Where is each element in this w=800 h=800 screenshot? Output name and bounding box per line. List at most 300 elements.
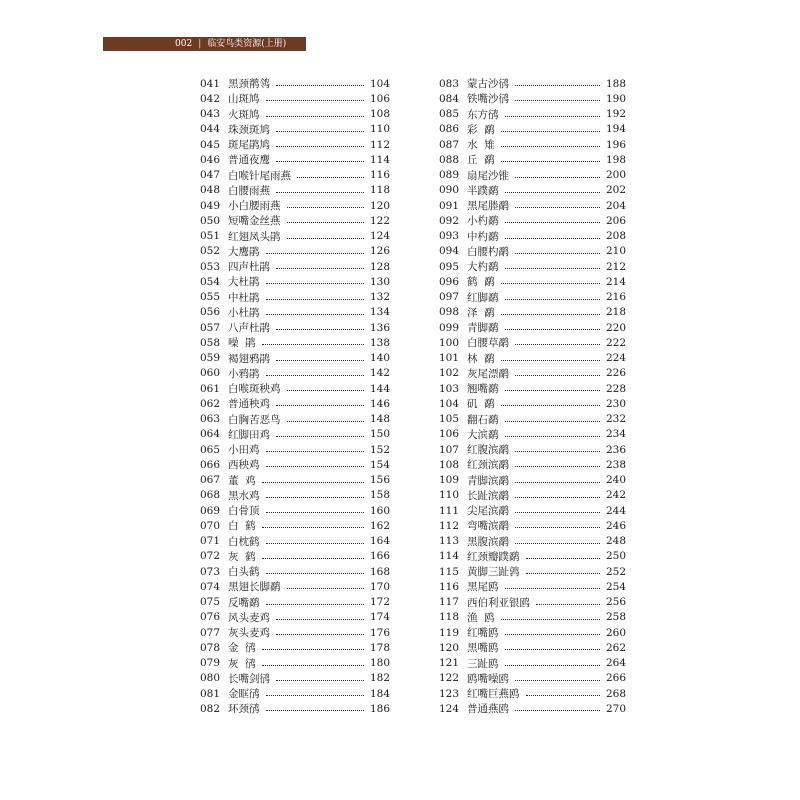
- entry-species-name: 珠颈斑鸠: [228, 123, 270, 136]
- entry-species-name: 黄脚三趾鹑: [467, 566, 520, 579]
- entry-number: 112: [439, 519, 460, 532]
- toc-entry[interactable]: [200, 91, 390, 106]
- entry-page-number: 106: [369, 92, 390, 105]
- dot-leader: [276, 160, 364, 162]
- toc-entry[interactable]: [439, 351, 626, 366]
- entry-page-number: 228: [605, 382, 626, 395]
- dot-leader: [266, 572, 364, 574]
- entry-species-name: 扇尾沙锥: [467, 169, 509, 182]
- entry-page-number: 108: [369, 108, 390, 121]
- toc-entry[interactable]: [439, 168, 626, 183]
- entry-page-number: 156: [369, 474, 390, 487]
- entry-species-name: 中杓鹬: [467, 230, 499, 243]
- toc-entry[interactable]: [439, 640, 626, 655]
- toc-entry[interactable]: [439, 244, 626, 259]
- entry-species-name: 短嘴金丝燕: [228, 215, 281, 228]
- dot-leader: [266, 313, 364, 315]
- toc-entry[interactable]: [200, 183, 390, 198]
- dot-leader: [505, 191, 600, 193]
- toc-entry[interactable]: [200, 381, 390, 396]
- entry-page-number: 194: [605, 123, 626, 136]
- entry-number: 105: [439, 413, 460, 426]
- toc-entry[interactable]: [200, 427, 390, 442]
- entry-page-number: 118: [369, 184, 390, 197]
- entry-page-number: 148: [369, 413, 390, 426]
- toc-entry[interactable]: [200, 366, 390, 381]
- entry-number: 087: [439, 138, 460, 151]
- entry-number: 117: [439, 596, 460, 609]
- dot-leader: [501, 404, 600, 406]
- entry-page-number: 216: [605, 291, 626, 304]
- entry-number: 078: [200, 641, 221, 654]
- entry-page-number: 182: [369, 672, 390, 685]
- entry-number: 088: [439, 153, 460, 166]
- toc-entry[interactable]: [200, 122, 390, 137]
- entry-page-number: 236: [605, 443, 626, 456]
- toc-entry[interactable]: [439, 381, 626, 396]
- toc-entry[interactable]: [439, 518, 626, 533]
- entry-page-number: 138: [369, 336, 390, 349]
- entry-page-number: 248: [605, 535, 626, 548]
- header-separator: |: [198, 39, 202, 49]
- entry-number: 064: [200, 428, 221, 441]
- entry-page-number: 180: [369, 657, 390, 670]
- toc-entry[interactable]: [439, 320, 626, 335]
- toc-entry[interactable]: [200, 442, 390, 457]
- entry-page-number: 210: [605, 245, 626, 258]
- entry-page-number: 126: [369, 245, 390, 258]
- toc-entry[interactable]: [439, 198, 626, 213]
- entry-page-number: 146: [369, 397, 390, 410]
- toc-entry[interactable]: [200, 671, 390, 686]
- toc-column-left: [200, 76, 390, 717]
- toc-entry[interactable]: [439, 107, 626, 122]
- dot-leader: [287, 389, 364, 391]
- dot-leader: [505, 664, 600, 666]
- entry-species-name: 林 鹬: [467, 352, 495, 365]
- toc-entry[interactable]: [200, 564, 390, 579]
- toc-entry[interactable]: [439, 457, 626, 472]
- toc-entry[interactable]: [200, 198, 390, 213]
- entry-species-name: 董 鸡: [228, 474, 256, 487]
- entry-number: 101: [439, 352, 460, 365]
- dot-leader: [515, 526, 600, 528]
- toc-entry[interactable]: [439, 503, 626, 518]
- dot-leader: [287, 206, 364, 208]
- entry-species-name: 翘嘴鹬: [467, 383, 499, 396]
- toc-entry[interactable]: [200, 457, 390, 472]
- entry-page-number: 184: [369, 687, 390, 700]
- entry-number: 074: [200, 580, 221, 593]
- entry-species-name: 小白腰雨燕: [228, 200, 281, 213]
- dot-leader: [505, 648, 600, 650]
- entry-page-number: 174: [369, 611, 390, 624]
- dot-leader: [262, 481, 364, 483]
- toc-entry[interactable]: [439, 488, 626, 503]
- entry-number: 048: [200, 184, 221, 197]
- dot-leader: [262, 343, 364, 345]
- dot-leader: [526, 557, 600, 559]
- toc-entry[interactable]: [200, 259, 390, 274]
- dot-leader: [287, 420, 364, 422]
- entry-number: 115: [439, 565, 460, 578]
- entry-page-number: 222: [605, 336, 626, 349]
- entry-number: 062: [200, 397, 221, 410]
- entry-species-name: 白胸苦恶鸟: [228, 413, 281, 426]
- toc-entry[interactable]: [439, 686, 626, 701]
- toc-entry[interactable]: [200, 518, 390, 533]
- entry-number: 042: [200, 92, 221, 105]
- entry-species-name: 红腹滨鹬: [467, 444, 509, 457]
- entry-page-number: 110: [369, 123, 390, 136]
- toc-entry[interactable]: [439, 564, 626, 579]
- entry-page-number: 258: [605, 611, 626, 624]
- dot-leader: [505, 115, 600, 117]
- entry-species-name: 大滨鹬: [467, 428, 499, 441]
- dot-leader: [505, 328, 600, 330]
- toc-entry[interactable]: [439, 183, 626, 198]
- entry-number: 099: [439, 321, 460, 334]
- entry-species-name: 反嘴鹬: [228, 596, 260, 609]
- dot-leader: [262, 648, 364, 650]
- toc-entry[interactable]: [439, 305, 626, 320]
- toc-entry[interactable]: [200, 412, 390, 427]
- toc-entry[interactable]: [439, 595, 626, 610]
- toc-entry[interactable]: [439, 701, 626, 716]
- toc-entry[interactable]: [200, 488, 390, 503]
- toc-entry[interactable]: [439, 152, 626, 167]
- toc-entry[interactable]: [200, 396, 390, 411]
- entry-number: 096: [439, 275, 460, 288]
- toc-entry[interactable]: [439, 412, 626, 427]
- entry-number: 120: [439, 641, 460, 654]
- toc-entry[interactable]: [439, 290, 626, 305]
- toc-entry[interactable]: [200, 610, 390, 625]
- toc-entry[interactable]: [200, 229, 390, 244]
- toc-entry[interactable]: [439, 213, 626, 228]
- entry-species-name: 鹤 鹬: [467, 276, 495, 289]
- entry-species-name: 泽 鹬: [467, 306, 495, 319]
- dot-leader: [515, 481, 600, 483]
- toc-entry[interactable]: [200, 335, 390, 350]
- entry-species-name: 斑尾鹃鸠: [228, 139, 270, 152]
- entry-number: 056: [200, 306, 221, 319]
- entry-species-name: 小田鸡: [228, 444, 260, 457]
- dot-leader: [505, 587, 600, 589]
- toc-entry[interactable]: [200, 625, 390, 640]
- entry-number: 066: [200, 458, 221, 471]
- entry-species-name: 白头鹤: [228, 566, 260, 579]
- entry-species-name: 小杜鹃: [228, 306, 260, 319]
- dot-leader: [266, 298, 364, 300]
- dot-leader: [515, 450, 600, 452]
- entry-page-number: 114: [369, 153, 390, 166]
- dot-leader: [266, 252, 364, 254]
- entry-species-name: 灰尾漂鹬: [467, 367, 509, 380]
- entry-species-name: 弯嘴滨鹬: [467, 520, 509, 533]
- toc-entry[interactable]: [439, 473, 626, 488]
- toc-entry[interactable]: [200, 290, 390, 305]
- toc-entry[interactable]: [200, 244, 390, 259]
- dot-leader: [505, 435, 600, 437]
- entry-number: 061: [200, 382, 221, 395]
- entry-species-name: 水 雉: [467, 139, 495, 152]
- toc-entry[interactable]: [200, 320, 390, 335]
- entry-page-number: 226: [605, 367, 626, 380]
- dot-leader: [276, 633, 364, 635]
- entry-species-name: 白腰杓鹬: [467, 245, 509, 258]
- entry-page-number: 186: [369, 702, 390, 715]
- entry-page-number: 218: [605, 306, 626, 319]
- entry-page-number: 132: [369, 291, 390, 304]
- entry-page-number: 234: [605, 428, 626, 441]
- entry-species-name: 鸥嘴噪鸥: [467, 672, 509, 685]
- entry-page-number: 116: [369, 169, 390, 182]
- toc-entry[interactable]: [439, 442, 626, 457]
- toc-entry[interactable]: [439, 396, 626, 411]
- toc-entry[interactable]: [200, 656, 390, 671]
- toc-entry[interactable]: [200, 168, 390, 183]
- entry-species-name: 山斑鸠: [228, 93, 260, 106]
- dot-leader: [501, 130, 600, 132]
- dot-leader: [266, 542, 364, 544]
- entry-species-name: 普通秧鸡: [228, 398, 270, 411]
- dot-leader: [505, 420, 600, 422]
- dot-leader: [515, 511, 600, 513]
- dot-leader: [515, 343, 600, 345]
- entry-page-number: 130: [369, 275, 390, 288]
- entry-number: 073: [200, 565, 221, 578]
- entry-page-number: 136: [369, 321, 390, 334]
- toc-entry[interactable]: [200, 107, 390, 122]
- entry-page-number: 104: [369, 77, 390, 90]
- entry-number: 118: [439, 611, 460, 624]
- entry-page-number: 270: [605, 702, 626, 715]
- toc-entry[interactable]: [439, 549, 626, 564]
- entry-species-name: 长趾滨鹬: [467, 489, 509, 502]
- dot-leader: [287, 237, 364, 239]
- entry-page-number: 190: [605, 92, 626, 105]
- toc-entry[interactable]: [200, 473, 390, 488]
- entry-number: 059: [200, 352, 221, 365]
- entry-page-number: 172: [369, 596, 390, 609]
- toc-entry[interactable]: [200, 76, 390, 91]
- entry-species-name: 环颈鸻: [228, 703, 260, 716]
- entry-number: 123: [439, 687, 460, 700]
- dot-leader: [276, 618, 364, 620]
- entry-page-number: 208: [605, 230, 626, 243]
- entry-number: 108: [439, 458, 460, 471]
- dot-leader: [287, 221, 364, 223]
- entry-species-name: 小鸦鹃: [228, 367, 260, 380]
- dot-leader: [526, 572, 600, 574]
- entry-number: 071: [200, 535, 221, 548]
- dot-leader: [501, 160, 600, 162]
- dot-leader: [505, 298, 600, 300]
- entry-species-name: 红脚田鸡: [228, 428, 270, 441]
- entry-page-number: 214: [605, 275, 626, 288]
- entry-page-number: 266: [605, 672, 626, 685]
- entry-species-name: 大鹰鹃: [228, 245, 260, 258]
- entry-number: 114: [439, 550, 460, 563]
- entry-species-name: 矶 鹬: [467, 398, 495, 411]
- entry-species-name: 西伯利亚银鸥: [467, 596, 530, 609]
- entry-species-name: 白喉针尾雨燕: [228, 169, 291, 182]
- entry-number: 067: [200, 474, 221, 487]
- entry-page-number: 124: [369, 230, 390, 243]
- dot-leader: [266, 374, 364, 376]
- toc-entry[interactable]: [439, 335, 626, 350]
- entry-number: 045: [200, 138, 221, 151]
- dot-leader: [276, 267, 364, 269]
- dot-leader: [266, 450, 364, 452]
- toc-entry[interactable]: [439, 274, 626, 289]
- toc-entry[interactable]: [439, 137, 626, 152]
- entry-page-number: 256: [605, 596, 626, 609]
- entry-number: 054: [200, 275, 221, 288]
- entry-number: 111: [439, 504, 460, 517]
- toc-entry[interactable]: [200, 503, 390, 518]
- entry-page-number: 176: [369, 626, 390, 639]
- entry-number: 084: [439, 92, 460, 105]
- toc-entry[interactable]: [200, 305, 390, 320]
- entry-species-name: 翻石鹬: [467, 413, 499, 426]
- dot-leader: [266, 694, 364, 696]
- toc-entry[interactable]: [200, 579, 390, 594]
- dot-leader: [505, 389, 600, 391]
- dot-leader: [276, 359, 364, 361]
- entry-page-number: 196: [605, 138, 626, 151]
- dot-leader: [515, 206, 600, 208]
- entry-species-name: 黑尾鸥: [467, 581, 499, 594]
- toc-column-right: [439, 76, 626, 717]
- entry-species-name: 黑嘴鸥: [467, 642, 499, 655]
- toc-entry[interactable]: [200, 274, 390, 289]
- toc-entry[interactable]: [439, 76, 626, 91]
- entry-number: 122: [439, 672, 460, 685]
- dot-leader: [266, 496, 364, 498]
- toc-entry[interactable]: [200, 701, 390, 716]
- entry-page-number: 162: [369, 519, 390, 532]
- entry-number: 076: [200, 611, 221, 624]
- entry-page-number: 240: [605, 474, 626, 487]
- entry-species-name: 普通夜鹰: [228, 154, 270, 167]
- entry-species-name: 白枕鹤: [228, 535, 260, 548]
- dot-leader: [515, 709, 600, 711]
- entry-species-name: 风头麦鸡: [228, 611, 270, 624]
- toc-entry[interactable]: [439, 259, 626, 274]
- entry-page-number: 220: [605, 321, 626, 334]
- entry-number: 055: [200, 291, 221, 304]
- entry-page-number: 160: [369, 504, 390, 517]
- dot-leader: [501, 145, 600, 147]
- entry-species-name: 黑水鸡: [228, 489, 260, 502]
- entry-number: 113: [439, 535, 460, 548]
- entry-species-name: 大杓鹬: [467, 261, 499, 274]
- entry-number: 104: [439, 397, 460, 410]
- entry-species-name: 黑尾塍鹬: [467, 200, 509, 213]
- toc-entry[interactable]: [200, 549, 390, 564]
- toc-entry[interactable]: [439, 91, 626, 106]
- entry-page-number: 188: [605, 77, 626, 90]
- toc-entry[interactable]: [439, 671, 626, 686]
- toc-entry[interactable]: [200, 137, 390, 152]
- toc-entry[interactable]: [439, 229, 626, 244]
- entry-species-name: 黑颈鹡鸰: [228, 78, 270, 91]
- toc-entry[interactable]: [439, 656, 626, 671]
- entry-species-name: 白 鹤: [228, 520, 256, 533]
- entry-page-number: 142: [369, 367, 390, 380]
- toc-entry[interactable]: [200, 534, 390, 549]
- entry-page-number: 200: [605, 169, 626, 182]
- entry-page-number: 158: [369, 489, 390, 502]
- entry-number: 043: [200, 108, 221, 121]
- entry-species-name: 灰 鹤: [228, 550, 256, 563]
- toc-entry[interactable]: [439, 625, 626, 640]
- entry-page-number: 232: [605, 413, 626, 426]
- dot-leader: [276, 404, 364, 406]
- entry-number: 109: [439, 474, 460, 487]
- dot-leader: [515, 374, 600, 376]
- entry-number: 047: [200, 169, 221, 182]
- dot-leader: [536, 603, 600, 605]
- entry-page-number: 230: [605, 397, 626, 410]
- toc-entry[interactable]: [200, 640, 390, 655]
- toc-entry[interactable]: [200, 213, 390, 228]
- entry-species-name: 灰 鸻: [228, 657, 256, 670]
- dot-leader: [276, 328, 364, 330]
- entry-number: 063: [200, 413, 221, 426]
- toc-entry[interactable]: [439, 579, 626, 594]
- entry-species-name: 八声杜鹃: [228, 322, 270, 335]
- entry-number: 041: [200, 77, 221, 90]
- book-title: 临安鸟类资源(上册): [207, 39, 287, 49]
- dot-leader: [515, 176, 600, 178]
- entry-page-number: 254: [605, 580, 626, 593]
- toc-entry[interactable]: [439, 427, 626, 442]
- entry-species-name: 白喉斑秧鸡: [228, 383, 281, 396]
- entry-number: 082: [200, 702, 221, 715]
- dot-leader: [505, 633, 600, 635]
- entry-species-name: 黑翅长脚鹬: [228, 581, 281, 594]
- entry-page-number: 112: [369, 138, 390, 151]
- entry-species-name: 红颈滨鹬: [467, 459, 509, 472]
- toc-entry[interactable]: [200, 351, 390, 366]
- entry-number: 053: [200, 260, 221, 273]
- toc-entry[interactable]: [439, 366, 626, 381]
- dot-leader: [515, 252, 600, 254]
- toc-entry[interactable]: [439, 122, 626, 137]
- toc-entry[interactable]: [200, 152, 390, 167]
- entry-species-name: 火斑鸠: [228, 108, 260, 121]
- dot-leader: [515, 496, 600, 498]
- entry-species-name: 长嘴剑鸻: [228, 672, 270, 685]
- toc-entry[interactable]: [200, 595, 390, 610]
- dot-leader: [515, 465, 600, 467]
- entry-number: 095: [439, 260, 460, 273]
- entry-number: 092: [439, 214, 460, 227]
- toc-entry[interactable]: [439, 534, 626, 549]
- entry-number: 106: [439, 428, 460, 441]
- entry-number: 119: [439, 626, 460, 639]
- dot-leader: [505, 237, 600, 239]
- running-header: [103, 37, 306, 51]
- toc-entry[interactable]: [439, 610, 626, 625]
- entry-page-number: 140: [369, 352, 390, 365]
- toc-entry[interactable]: [200, 686, 390, 701]
- entry-species-name: 白腰雨燕: [228, 184, 270, 197]
- entry-species-name: 东方鸻: [467, 108, 499, 121]
